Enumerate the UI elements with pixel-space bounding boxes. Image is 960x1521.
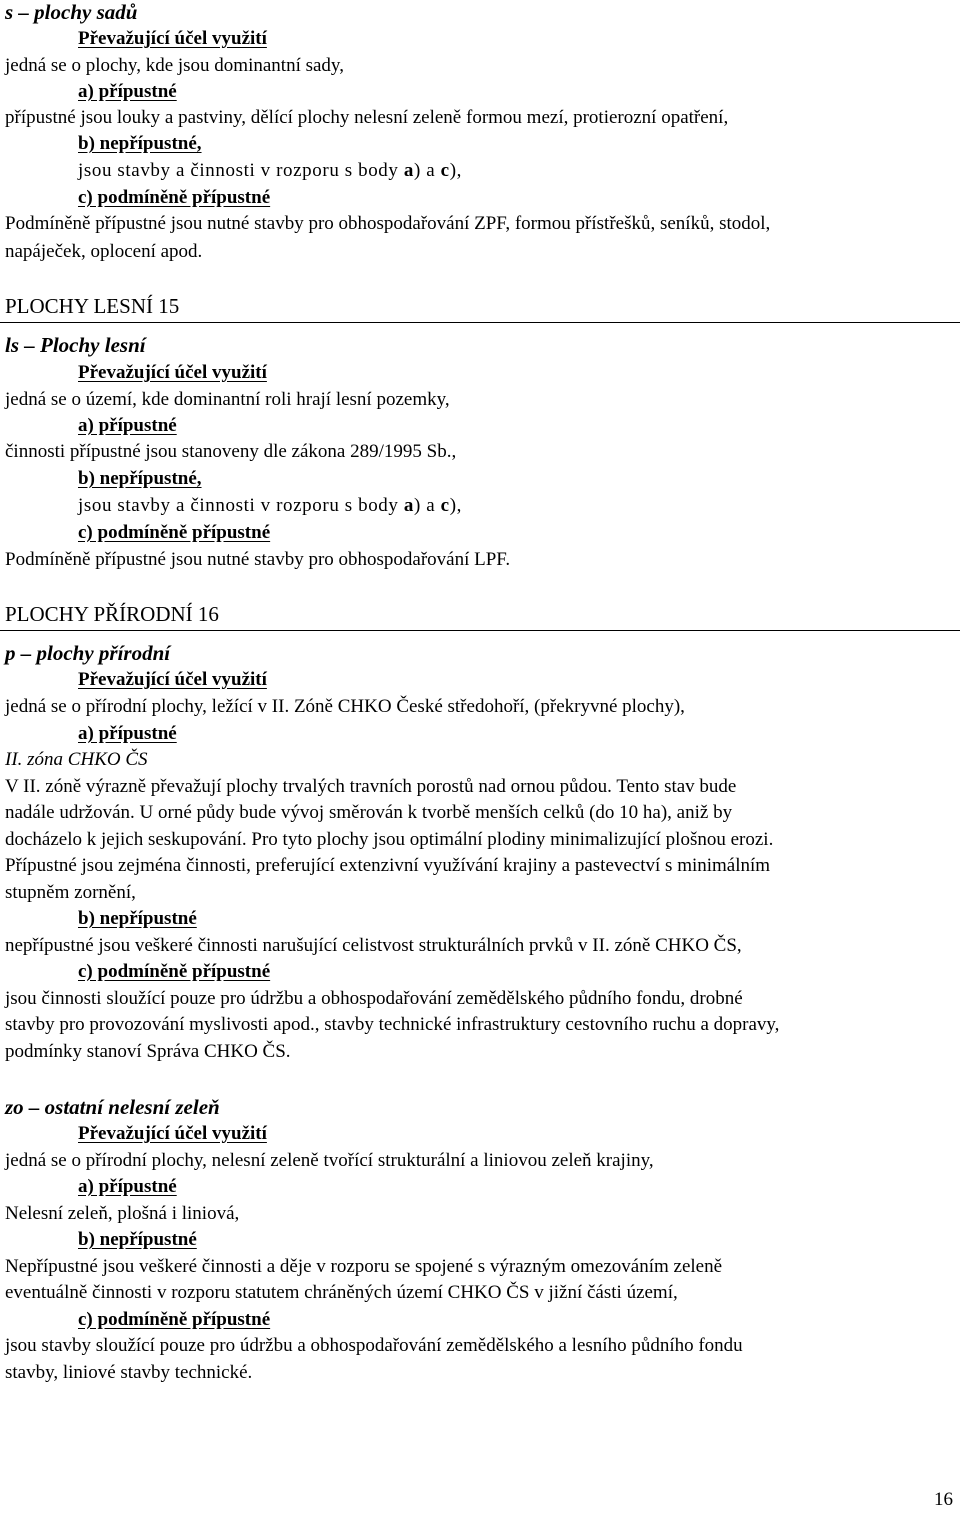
purpose-text: jedná se o přírodní plochy, ležící v II. Zóně CHKO České středohoří, (překryvné plochy), bbox=[5, 696, 685, 717]
purpose-heading: Převažující účel využití bbox=[78, 669, 267, 690]
purpose-text: jedná se o přírodní plochy, nelesní zeleně tvořící strukturální a liniovou zeleň krajiny, bbox=[5, 1150, 654, 1171]
permitted-text-line: docházelo k jejich seskupování. Pro tyto plochy jsou optimální plodiny minimalizující plošnou erozi. bbox=[5, 829, 774, 850]
conditional-text-line: Podmíněně přípustné jsou nutné stavby pro obhospodařování LPF. bbox=[5, 549, 511, 570]
section-title-zelen: zo – ostatní nelesní zeleň bbox=[5, 1095, 220, 1119]
conditional-text-line: jsou činnosti sloužící pouze pro údržbu a obhospodařování zemědělského půdního fondu, drobné bbox=[5, 988, 743, 1009]
conditional-heading: c) podmíněně přípustné bbox=[78, 522, 271, 543]
section-title-lesni: ls – Plochy lesní bbox=[5, 333, 146, 357]
forbidden-text-line: Nepřípustné jsou veškeré činnosti a děje v rozporu se spojené s výrazným omezováním zeleně bbox=[5, 1256, 723, 1277]
page-number: 16 bbox=[934, 1489, 953, 1510]
permitted-text-line: V II. zóně výrazně převažují plochy trvalých travních porostů nad ornou půdou. Tento stav bude bbox=[5, 776, 737, 797]
forbidden-text: jsou stavby a činnosti v rozporu s body a) a c), bbox=[78, 160, 462, 181]
permitted-text: přípustné jsou louky a pastviny, dělící plochy nelesní zeleně formou mezí, protierozní opatření, bbox=[5, 107, 729, 128]
purpose-heading: Převažující účel využití bbox=[78, 362, 267, 383]
purpose-text: jedná se o území, kde dominantní roli hrají lesní pozemky, bbox=[5, 389, 450, 410]
section-title-sady: s – plochy sadů bbox=[5, 0, 138, 24]
conditional-text-line: napáječek, oplocení apod. bbox=[5, 241, 203, 262]
forbidden-text: jsou stavby a činnosti v rozporu s body a) a c), bbox=[78, 495, 462, 516]
zone-label: II. zóna CHKO ČS bbox=[5, 749, 148, 770]
permitted-heading: a) přípustné bbox=[78, 1176, 177, 1197]
purpose-text: jedná se o plochy, kde jsou dominantní sady, bbox=[5, 55, 344, 76]
forbidden-text-line: eventuálně činnosti v rozporu statutem chráněných území CHKO ČS v jižní části území, bbox=[5, 1282, 678, 1303]
conditional-text-line: podmínky stanoví Správa CHKO ČS. bbox=[5, 1041, 291, 1062]
forbidden-text: nepřípustné jsou veškeré činnosti narušující celistvost strukturálních prvků v II. zóně CHKO ČS, bbox=[5, 935, 742, 956]
permitted-heading: a) přípustné bbox=[78, 81, 177, 102]
permitted-heading: a) přípustné bbox=[78, 723, 177, 744]
purpose-heading: Převažující účel využití bbox=[78, 1123, 267, 1144]
section-heading-prirodni: PLOCHY PŘÍRODNÍ 16 bbox=[5, 602, 219, 626]
conditional-heading: c) podmíněně přípustné bbox=[78, 187, 271, 208]
section-divider bbox=[0, 630, 960, 631]
forbidden-heading: b) nepřípustné bbox=[78, 908, 197, 929]
permitted-text-line: Přípustné jsou zejména činnosti, preferující extenzivní využívání krajiny a pastevectví s minimálním bbox=[5, 855, 771, 876]
forbidden-heading: b) nepřípustné, bbox=[78, 133, 202, 154]
permitted-text: Nelesní zeleň, plošná i liniová, bbox=[5, 1203, 240, 1224]
purpose-heading: Převažující účel využití bbox=[78, 28, 267, 49]
forbidden-heading: b) nepřípustné, bbox=[78, 468, 202, 489]
conditional-heading: c) podmíněně přípustné bbox=[78, 961, 271, 982]
conditional-text-line: jsou stavby sloužící pouze pro údržbu a obhospodařování zemědělského a lesního půdního fondu bbox=[5, 1335, 743, 1356]
permitted-heading: a) přípustné bbox=[78, 415, 177, 436]
permitted-text-line: nadále udržován. U orné půdy bude vývoj směrován k tvorbě menších celků (do 10 ha), aniž by bbox=[5, 802, 733, 823]
conditional-text-line: Podmíněně přípustné jsou nutné stavby pro obhospodařování ZPF, formou přístřešků, seníků, stodol, bbox=[5, 213, 771, 234]
conditional-text-line: stavby, liniové stavby technické. bbox=[5, 1362, 253, 1383]
section-heading-lesni: PLOCHY LESNÍ 15 bbox=[5, 294, 180, 318]
permitted-text-line: stupněm zornění, bbox=[5, 882, 136, 903]
section-title-prirodni: p – plochy přírodní bbox=[5, 641, 171, 665]
section-divider bbox=[0, 322, 960, 323]
conditional-heading: c) podmíněně přípustné bbox=[78, 1309, 271, 1330]
permitted-text: činnosti přípustné jsou stanoveny dle zákona 289/1995 Sb., bbox=[5, 441, 457, 462]
forbidden-heading: b) nepřípustné bbox=[78, 1229, 197, 1250]
conditional-text-line: stavby pro provozování myslivosti apod., stavby technické infrastruktury cestovního ruchu a dopravy, bbox=[5, 1014, 780, 1035]
